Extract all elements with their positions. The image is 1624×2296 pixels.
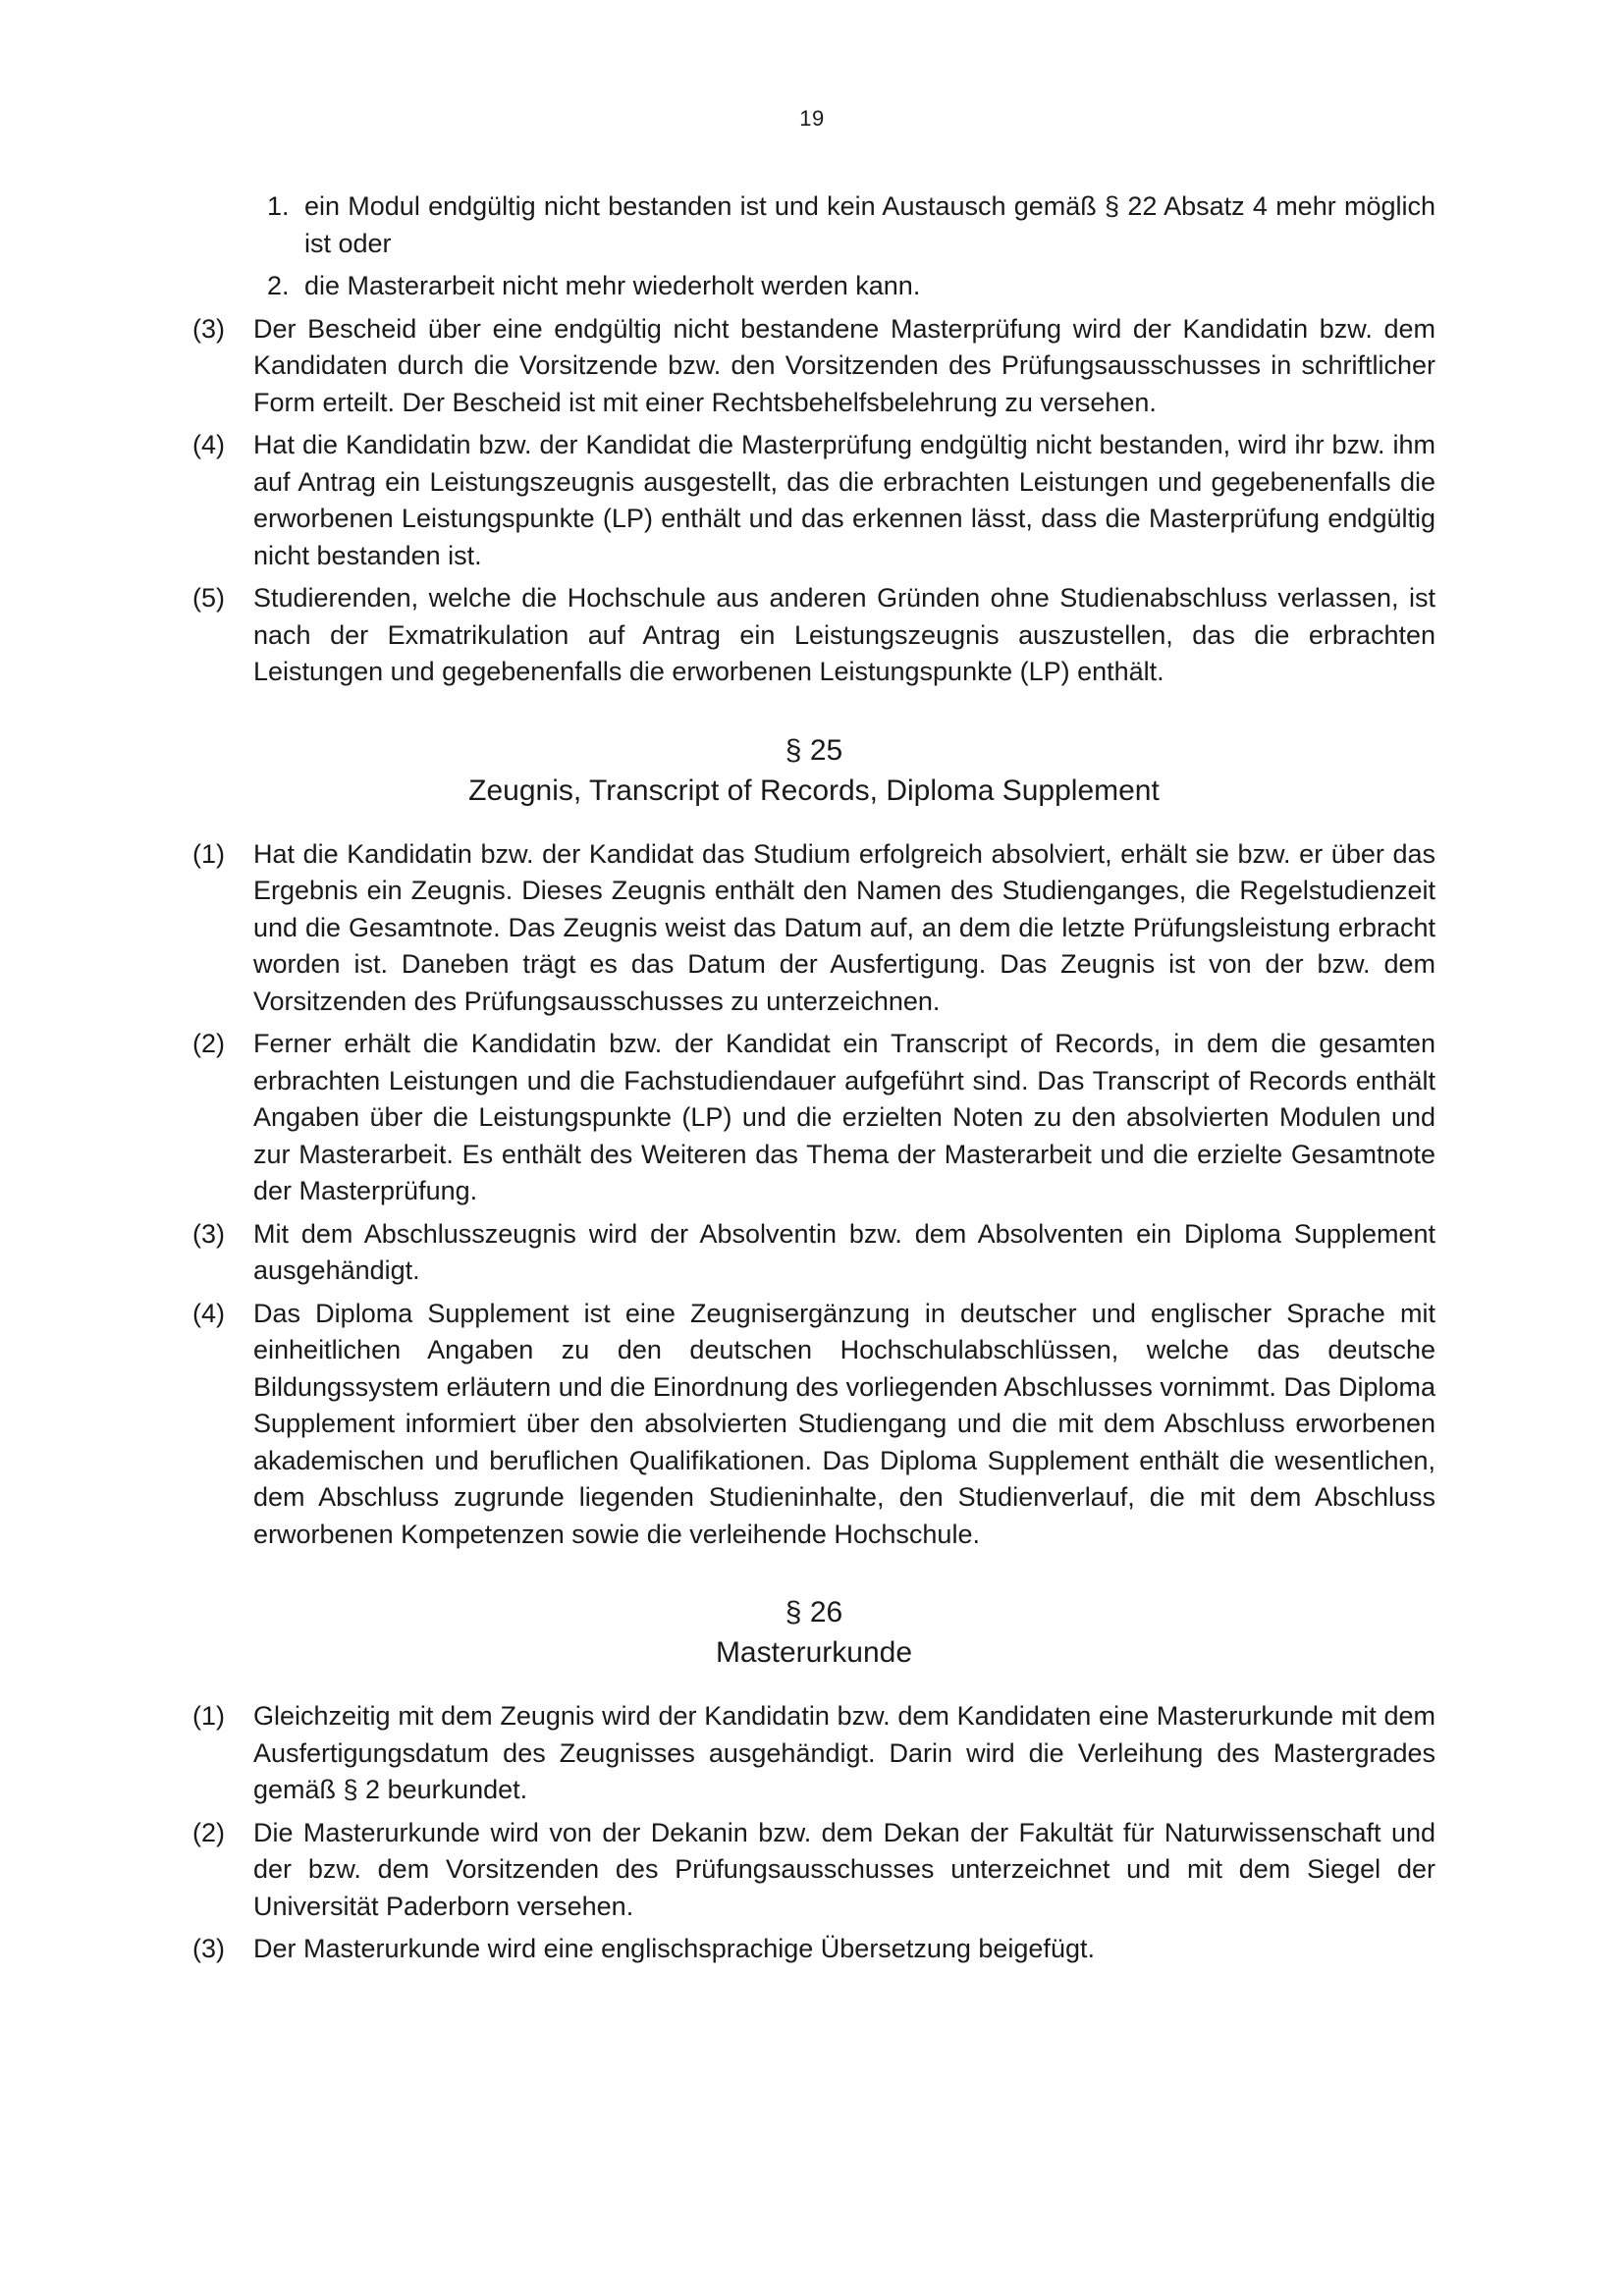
paragraph — [192, 1931, 1435, 1968]
paragraph-number: (4) — [192, 430, 225, 459]
paragraph — [192, 427, 1435, 574]
paragraph-number: (4) — [192, 1298, 225, 1328]
paragraph — [192, 1026, 1435, 1210]
section-title: Masterurkunde — [715, 1636, 913, 1669]
paragraph-text: Das Diploma Supplement ist eine Zeugnisergänzung in deutscher und englischer Sprache mit einheitlichen Angaben zu den deutschen Hochschulabschlüssen, welche das deutsche Bildungssystem erläutern und die Einordnung des vorliegenden Abschlusses vornimmt. Das Diploma Supplement informiert über den absolvierten Studiengang und die mit dem Abschluss erworbenen akademischen und beruflichen Qualifikationen. Das Diploma Supplement enthält die wesentlichen, dem Abschluss zugrunde liegenden Studieninhalte, den Studienverlauf, die mit dem Abschluss erworbenen Kompetenzen sowie die verleihende Hochschule. — [253, 1298, 1435, 1549]
paragraph — [192, 1698, 1435, 1809]
paragraph-number: (2) — [192, 1029, 225, 1058]
list-item-text: ein Modul endgültig nicht bestanden ist und kein Austausch gemäß § 22 Absatz 4 mehr möglich ist oder — [304, 191, 1435, 258]
paragraph-number: (2) — [192, 1817, 225, 1847]
paragraph-number: (1) — [192, 838, 225, 869]
page-content — [192, 188, 1435, 1974]
section-number: § 25 — [785, 733, 843, 767]
page-number: 19 — [799, 106, 825, 131]
paragraph-number: (3) — [192, 1218, 225, 1249]
list-item-text: die Masterarbeit nicht mehr wiederholt werden kann. — [304, 271, 921, 300]
paragraph — [192, 1815, 1435, 1926]
paragraph-number: (3) — [192, 1934, 225, 1963]
section-heading-26 — [192, 1592, 1435, 1673]
paragraph-text: Der Bescheid über eine endgültig nicht bestandene Masterprüfung wird der Kandidatin bzw. dem Kandidaten durch die Vorsitzende bzw. den Vorsitzenden des Prüfungsausschusses in schriftlicher Form erteilt. Der Bescheid ist mit einer Rechtsbehelfsbelehrung zu versehen. — [253, 313, 1435, 417]
section-title: Zeugnis, Transcript of Records, Diploma Supplement — [468, 774, 1160, 807]
paragraph-text: Der Masterurkunde wird eine englischsprachige Übersetzung beigefügt. — [253, 1934, 1095, 1963]
paragraph — [192, 311, 1435, 422]
list-item-number: 1. — [267, 191, 290, 221]
paragraph — [192, 1296, 1435, 1554]
paragraph — [192, 1216, 1435, 1290]
paragraph — [192, 580, 1435, 691]
intro-list — [192, 188, 1435, 305]
paragraph-text: Gleichzeitig mit dem Zeugnis wird der Kandidatin bzw. dem Kandidaten eine Masterurkunde mit dem Ausfertigungsdatum des Zeugnisses ausgehändigt. Darin wird die Verleihung des Mastergrades gemäß § 2 beurkundet. — [253, 1701, 1435, 1804]
paragraph-text: Mit dem Abschlusszeugnis wird der Absolventin bzw. dem Absolventen ein Diploma Supplement ausgehändigt. — [253, 1218, 1435, 1285]
list-item — [267, 268, 1435, 305]
paragraph-text: Hat die Kandidatin bzw. der Kandidat die Masterprüfung endgültig nicht bestanden, wird ihr bzw. ihm auf Antrag ein Leistungszeugnis ausgestellt, das die erbrachten Leistungen und gegebenenfalls die erworbenen Leistungspunkte (LP) enthält und das erkennen lässt, dass die Masterprüfung endgültig nicht bestanden ist. — [253, 430, 1435, 570]
section-heading-25 — [192, 730, 1435, 811]
paragraph-number: (1) — [192, 1701, 225, 1731]
section-number: § 26 — [785, 1596, 843, 1629]
paragraph-text: Ferner erhält die Kandidatin bzw. der Kandidat ein Transcript of Records, in dem die gesamten erbrachten Leistungen und die Fachstudiendauer aufgeführt sind. Das Transcript of Records enthält Angaben über die Leistungspunkte (LP) und die erzielten Noten zu den absolvierten Modulen und zur Masterarbeit. Es enthält des Weiteren das Thema der Masterarbeit und die erzielte Gesamtnote der Masterprüfung. — [253, 1029, 1435, 1205]
list-item — [267, 188, 1435, 262]
paragraph-text: Hat die Kandidatin bzw. der Kandidat das Studium erfolgreich absolviert, erhält sie bzw. er über das Ergebnis ein Zeugnis. Dieses Zeugnis enthält den Namen des Studienganges, die Regelstudienzeit und die Gesamtnote. Das Zeugnis weist das Datum auf, an dem die letzte Prüfungsleistung erbracht worden ist. Daneben trägt es das Datum der Ausfertigung. Das Zeugnis ist von der bzw. dem Vorsitzenden des Prüfungsausschusses zu unterzeichnen. — [253, 838, 1435, 1016]
paragraph-number: (5) — [192, 583, 225, 613]
paragraph — [192, 836, 1435, 1021]
paragraph-text: Die Masterurkunde wird von der Dekanin bzw. dem Dekan der Fakultät für Naturwissenschaft und der bzw. dem Vorsitzenden des Prüfungsausschusses unterzeichnet und mit dem Siegel der Universität Paderborn versehen. — [253, 1817, 1435, 1921]
paragraph-number: (3) — [192, 313, 225, 344]
paragraph-text: Studierenden, welche die Hochschule aus anderen Gründen ohne Studienabschluss verlassen, ist nach der Exmatrikulation auf Antrag ein Leistungszeugnis auszustellen, das die erbrachten Leistungen und gegebenenfalls die erworbenen Leistungspunkte (LP) enthält. — [253, 583, 1435, 686]
list-item-number: 2. — [267, 271, 290, 300]
